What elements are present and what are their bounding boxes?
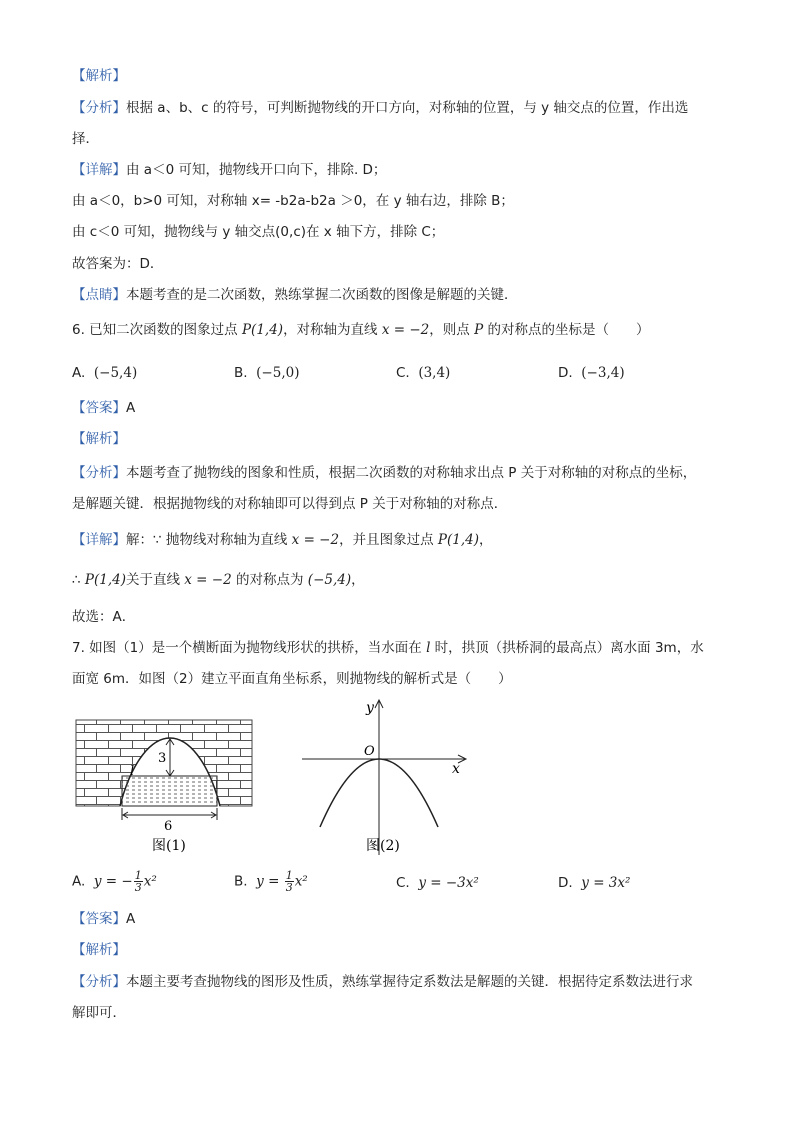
q7-fenxi	[72, 972, 693, 992]
q7-option-a-den: 3	[134, 881, 142, 894]
q6-option-d-label: D.	[558, 365, 573, 381]
q7-option-b-label: B.	[234, 873, 248, 890]
q6-xiangjie	[72, 530, 492, 550]
q6-jiexi-heading: 【解析】	[72, 431, 126, 447]
q7-stem-line2: 面宽 6m．如图（2）建立平面直角坐标系，则抛物线的解析式是（ ）	[72, 671, 512, 687]
y-axis-label: y	[366, 700, 374, 716]
q7-option-a-suffix: x²	[143, 873, 157, 890]
q7-option-c-label: C.	[396, 875, 410, 891]
q7-option-b-suffix: x²	[294, 873, 308, 890]
q6-option-b-value: (−5,0)	[256, 365, 300, 381]
q6-therefore-c: 的对称点为	[231, 572, 308, 588]
q6-fenxi-label: 【分析】	[72, 465, 126, 481]
height-label: 3	[158, 751, 167, 766]
q6-stem-c: ，则点	[429, 322, 475, 338]
q6-stem-a: 6. 已知二次函数的图象过点	[72, 322, 242, 338]
q6-option-c-value: (3,4)	[418, 365, 451, 381]
q6-axis: x = −2	[381, 322, 430, 338]
q7-jiexi-heading: 【解析】	[72, 942, 126, 958]
q7-option-c	[396, 872, 479, 894]
q5-xiangjie	[72, 160, 386, 180]
q6-point: P(1,4)	[241, 322, 284, 338]
q7-fenxi-line2: 解即可．	[72, 1005, 126, 1021]
q5-xiangjie-label: 【详解】	[72, 162, 126, 178]
q6-answer	[72, 398, 135, 418]
q7-option-d	[558, 872, 630, 894]
q7-option-a-prefix: y = −	[93, 873, 133, 890]
q7-answer-value: A	[126, 911, 136, 927]
q7-stem-line1	[72, 638, 704, 658]
q7-l: l	[426, 640, 431, 656]
q6-option-d	[558, 362, 625, 384]
q7-option-d-label: D.	[558, 875, 573, 891]
q6-stem-b: ，对称轴为直线	[283, 322, 382, 338]
q6-xiangjie-b: ，并且图象过点	[339, 532, 438, 548]
q6-xiangjie-a: 解：∵ 抛物线对称轴为直线	[126, 532, 292, 548]
q7-option-b	[234, 870, 308, 893]
q7-answer-label: 【答案】	[72, 911, 126, 927]
q6-option-c-label: C.	[396, 365, 410, 381]
q5-line4: 故答案为：D．	[72, 256, 164, 272]
q7-option-a	[72, 870, 157, 893]
q6-fenxi-line2: 是解题关键．根据抛物线的对称轴即可以得到点 P 关于对称轴的对称点．	[72, 496, 508, 512]
q6-option-a-label: A.	[72, 365, 86, 381]
q7-stem-b: 时，拱顶（拱桥洞的最高点）离水面 3m，水	[430, 640, 704, 656]
q6-therefore-b: 关于直线	[125, 572, 185, 588]
water-body	[122, 776, 217, 806]
q6-option-c	[396, 362, 450, 384]
q6-answer-label: 【答案】	[72, 400, 126, 416]
q7-stem-a: 7. 如图（1）是一个横断面为抛物线形状的拱桥，当水面在	[72, 640, 427, 656]
q6-therefore-axis: x = −2	[184, 572, 232, 588]
q5-dianjing-label: 【点睛】	[72, 287, 126, 303]
q7-option-a-fraction	[134, 870, 143, 893]
q5-line2: 由 a＜0，b>0 可知，对称轴 x= -b2a-b2a ＞0，在 y 轴右边，排除 B；	[72, 193, 514, 209]
q6-conclusion: 故选：A．	[72, 609, 136, 625]
q6-xiangjie-c: ，	[478, 532, 493, 548]
q6-fenxi-line1: 本题考查了抛物线的图象和性质，根据二次函数的对称轴求出点 P 关于对称轴的对称点的坐标，	[126, 465, 697, 481]
q6-option-a	[72, 362, 137, 384]
q6-therefore-d: ，	[351, 572, 365, 588]
q6-option-d-value: (−3,4)	[581, 365, 625, 381]
q7-fenxi-label: 【分析】	[72, 974, 126, 990]
q7-figure-2	[300, 695, 480, 860]
q6-fenxi	[72, 463, 696, 483]
q6-stem-d: 的对称点的坐标是（ ）	[483, 322, 650, 338]
q6-therefore-a: ∴	[72, 572, 85, 588]
q5-dianjing	[72, 285, 518, 305]
q6-xiangjie-label: 【详解】	[72, 532, 126, 548]
q7-fenxi-line1: 本题主要考查抛物线的图形及性质，熟练掌握待定系数法是解题的关键．根据待定系数法进行求	[126, 974, 693, 990]
q6-answer-value: A	[126, 400, 136, 416]
q5-fenxi	[72, 98, 688, 118]
water-line-label: l	[130, 764, 135, 779]
q6-p: P	[474, 322, 484, 338]
width-label: 6	[164, 819, 173, 834]
q5-fenxi-label: 【分析】	[72, 100, 126, 116]
q7-answer	[72, 909, 135, 929]
origin-label: O	[364, 744, 375, 759]
figure-2-caption: 图(2)	[366, 838, 400, 854]
x-axis-label: x	[452, 761, 460, 777]
q7-figure-1	[72, 700, 302, 860]
q7-option-b-num: 1	[285, 869, 293, 882]
q6-option-b-label: B.	[234, 365, 248, 381]
q6-therefore-result: (−5,4)	[307, 572, 352, 588]
q6-therefore	[72, 570, 365, 590]
q6-xiangjie-axis: x = −2	[291, 532, 340, 548]
q5-fenxi-line1: 根据 a、b、c 的符号，可判断抛物线的开口方向，对称轴的位置，与 y 轴交点的位置，作出选	[126, 100, 689, 116]
q5-dianjing-text: 本题考查的是二次函数，熟练掌握二次函数的图像是解题的关键．	[126, 287, 518, 303]
q5-xiangjie-line1: 由 a＜0 可知，抛物线开口向下，排除. D；	[126, 162, 387, 178]
q5-jiexi-heading: 【解析】	[72, 68, 126, 84]
q7-option-c-expr: y = −3x²	[418, 875, 479, 891]
q6-stem	[72, 320, 649, 340]
q5-line3: 由 c＜0 可知，抛物线与 y 轴交点(0,c)在 x 轴下方，排除 C；	[72, 224, 445, 240]
q7-option-b-prefix: y =	[256, 873, 284, 890]
q7-option-d-expr: y = 3x²	[581, 875, 631, 891]
q7-option-a-num: 1	[134, 869, 142, 882]
q7-option-b-den: 3	[285, 881, 293, 894]
q6-option-a-value: (−5,4)	[93, 365, 138, 381]
q6-xiangjie-point: P(1,4)	[437, 532, 479, 548]
q5-fenxi-line2: 择．	[72, 131, 99, 147]
q6-option-b	[234, 362, 299, 384]
q7-option-b-fraction	[285, 870, 294, 893]
q6-therefore-point: P(1,4)	[84, 572, 126, 588]
q7-option-a-label: A.	[72, 873, 86, 890]
figure-1-caption: 图(1)	[152, 838, 186, 854]
